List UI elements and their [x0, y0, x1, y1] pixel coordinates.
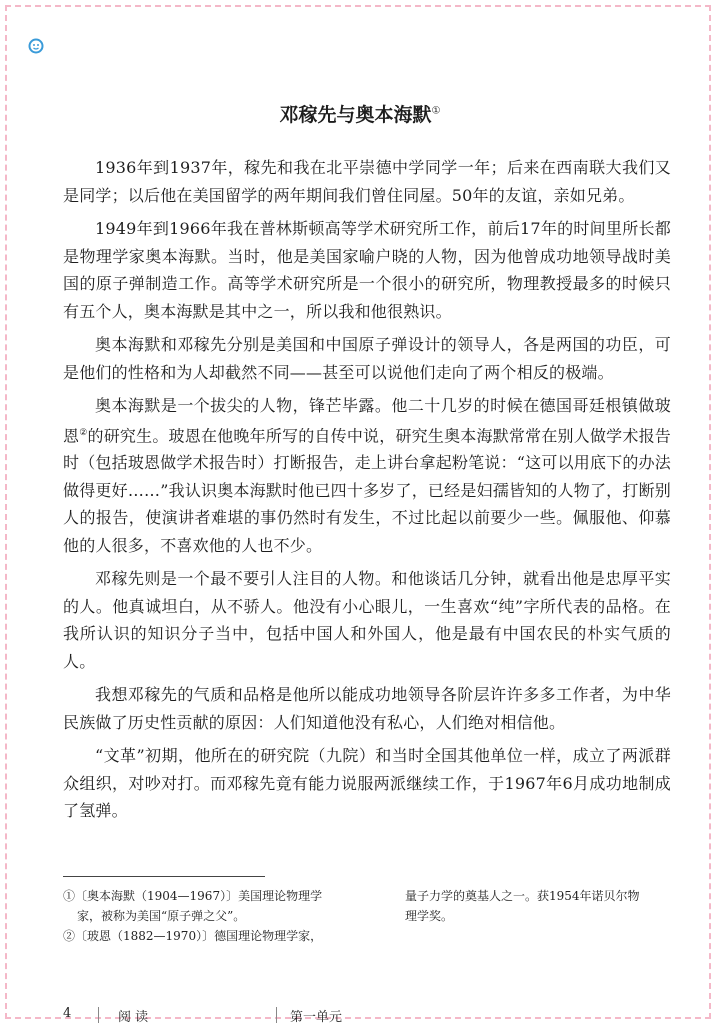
- footnote-2-line-1: ②〔玻恩（1882—1970）〕德国理论物理学家，: [63, 929, 323, 943]
- title-text: 邓稼先与奥本海默: [279, 104, 432, 126]
- paragraph-text: 奥本海默是一个拔尖的人物，锋芒毕露。他二十几岁的时候在德国哥廷根镇做玻恩: [63, 396, 671, 445]
- section-label: 阅 读: [118, 1010, 149, 1025]
- smiley-icon: [28, 38, 44, 54]
- footnote-divider: [63, 876, 265, 877]
- paragraph-text: 邓稼先则是一个最不要引人注目的人物。和他谈话几分钟，就看出他是忠厚平实的人。他真诚坦白，从不骄人。他没有小心眼儿，一生喜欢“纯”字所代表的品格。在我所认识的知识分子当中，包括中国人和外国人，他是最有中国农民的朴实气质的人。: [63, 569, 671, 671]
- unit-label: 第一单元: [290, 1010, 343, 1025]
- paragraph-3: [63, 331, 671, 386]
- footnote-2-line-2: 量子力学的奠基人之一。获1954年诺贝尔物: [405, 889, 640, 903]
- paragraph-text: “文革”初期，他所在的研究院（九院）和当时全国其他单位一样，成立了两派群众组织，对吵对打。而邓稼先竟有能力说服两派继续工作，于1967年6月成功地制成了氢弹。: [63, 746, 671, 821]
- footer-divider: [98, 1007, 99, 1023]
- paragraph-text: 奥本海默和邓稼先分别是美国和中国原子弹设计的领导人，各是两国的功臣，可是他们的性格和为人却截然不同——甚至可以说他们走向了两个相反的极端。: [63, 335, 671, 382]
- paragraph-4: [63, 392, 671, 559]
- article-body: [63, 154, 671, 831]
- paragraph-text: 我想邓稼先的气质和品格是他所以能成功地领导各阶层许许多多工作者，为中华民族做了历史性贡献的原因：人们知道他没有私心，人们绝对相信他。: [63, 685, 671, 732]
- footnote-1-line-2: 家，被称为美国“原子弹之父”。: [77, 909, 246, 923]
- page-number: 4: [63, 1006, 72, 1021]
- paragraph-2: [63, 215, 671, 325]
- paragraph-5: [63, 565, 671, 675]
- paragraph-text: 的研究生。玻恩在他晚年所写的自传中说，研究生奥本海默常常在别人做学术报告时（包括玻恩做学术报告时）打断报告，走上讲台拿起粉笔说：“这可以用底下的办法做得更好……”我认识奥本海默时他已四十多岁了，已经是妇孺皆知的人物了，打断别人的报告，使演讲者难堪的事仍然时有发生，不过比起以前要少一些。佩服他、仰慕他的人很多，不喜欢他的人也不少。: [63, 425, 671, 555]
- paragraph-1: [63, 154, 671, 209]
- footnote-1-line-1: ①〔奥本海默（1904—1967）〕美国理论物理学: [63, 889, 323, 903]
- title-footnote-marker: ①: [431, 105, 441, 117]
- paragraph-7: [63, 742, 671, 825]
- footnotes-left-column: [63, 886, 363, 946]
- footer-divider: [276, 1007, 277, 1023]
- footnote-2-line-3: 理学奖。: [405, 909, 454, 923]
- footnotes-right-column: [405, 886, 675, 926]
- paragraph-6: [63, 681, 671, 736]
- footnote-marker: ②: [79, 427, 88, 438]
- paragraph-text: 1936年到1937年，稼先和我在北平崇德中学同学一年；后来在西南联大我们又是同学；以后他在美国留学的两年期间我们曾住同屋。50年的友谊，亲如兄弟。: [63, 158, 671, 205]
- page-title: [0, 100, 720, 127]
- paragraph-text: 1949年到1966年我在普林斯顿高等学术研究所工作，前后17年的时间里所长都是物理学家奥本海默。当时，他是美国家喻户晓的人物，因为他曾成功地领导战时美国的原子弹制造工作。高等学术研究所是一个很小的研究所，物理教授最多的时候只有五个人，奥本海默是其中之一，所以我和他很熟识。: [63, 219, 671, 321]
